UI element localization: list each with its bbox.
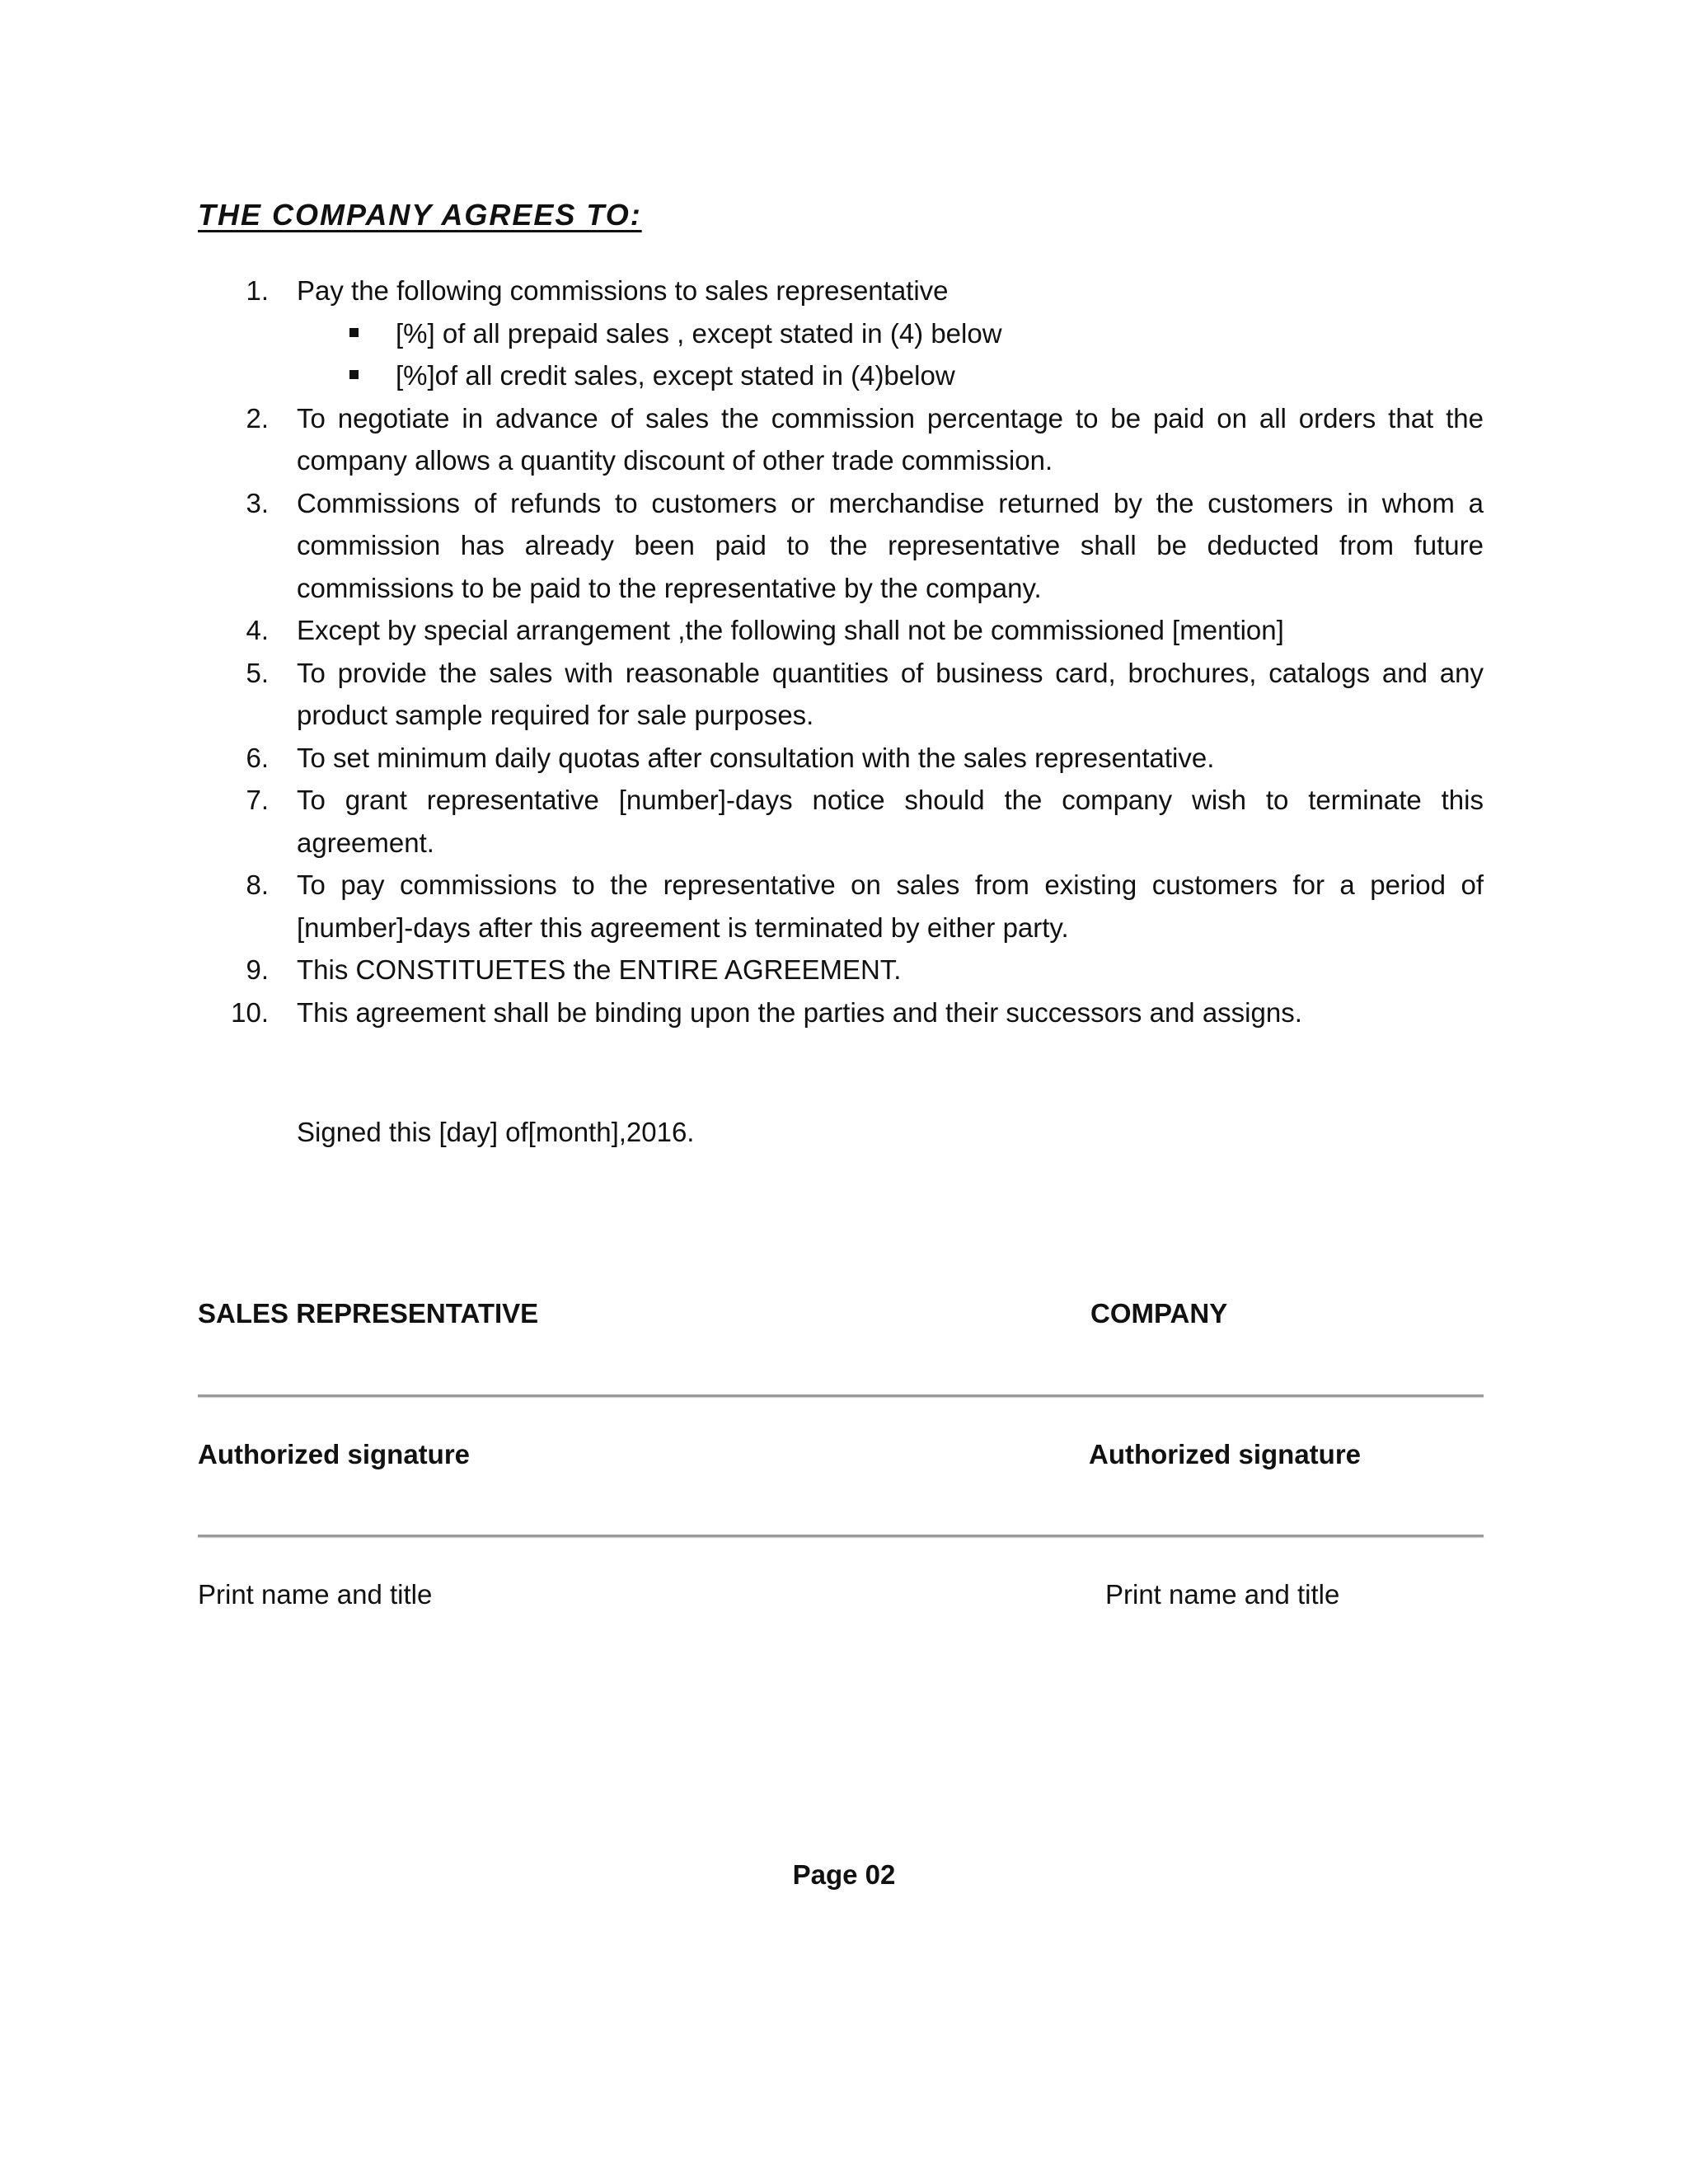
clause-item [198,397,1484,482]
sub-item-text: [%]of all credit sales, except stated in (4)below [396,360,955,391]
clause-number: 3. [246,487,269,518]
square-bullet-icon [349,370,359,379]
clause-item [198,482,1484,610]
print-name-label-right: Print name and title [1105,1579,1340,1610]
clause-number: 5. [246,657,269,688]
sub-item [297,354,1484,397]
clause-number: 10. [231,996,269,1028]
square-bullet-icon [349,328,359,337]
clause-item [198,269,1484,397]
clause-item [198,779,1484,864]
sub-item [297,312,1484,355]
clause-text: This CONSTITUETES the ENTIRE AGREEMENT. [297,954,902,985]
authorized-signature-label-left: Authorized signature [198,1439,471,1469]
clause-text: To provide the sales with reasonable quantities of business card, brochures, catalogs and any product sample required for sale purposes. [297,657,1484,730]
clause-text: Pay the following commissions to sales representative [297,275,949,306]
clause-item [198,991,1484,1034]
clause-number: 4. [246,615,269,645]
clause-list [198,269,1484,1033]
party-label-sales-representative: SALES REPRESENTATIVE [198,1298,539,1329]
clause-text: To pay commissions to the representative on sales from existing customers for a period of [number]-days after this agreement is terminated by either party. [297,869,1484,943]
signature-line [198,1394,1484,1397]
clause-number: 1. [246,275,269,306]
clause-item [198,737,1484,780]
clause-number: 8. [246,869,269,900]
clause-item [198,652,1484,737]
clause-text: To grant representative [number]-days notice should the company wish to terminate this agreement. [297,785,1484,858]
clause-text: Commissions of refunds to customers or merchandise returned by the customers in whom a commission has already been paid to the representative shall be deducted from future commissions to be paid to the representative by the company. [297,487,1484,603]
sub-item-text: [%] of all prepaid sales , except stated in (4) below [396,317,1002,349]
section-heading: THE COMPANY AGREES TO: [198,198,642,232]
clause-text: Except by special arrangement ,the following shall not be commissioned [mention] [297,615,1284,645]
clause-item [198,949,1484,991]
clause-text: This agreement shall be binding upon the parties and their successors and assigns. [297,996,1302,1028]
clause-number: 6. [246,742,269,773]
authorized-signature-label-right: Authorized signature [1089,1439,1362,1469]
clause-text: To negotiate in advance of sales the commission percentage to be paid on all orders that the company allows a quantity discount of other trade commission. [297,402,1484,476]
clause-text: To set minimum daily quotas after consultation with the sales representative. [297,742,1215,773]
clause-number: 2. [246,402,269,434]
clause-item [198,609,1484,652]
print-name-label-left: Print name and title [198,1579,433,1610]
print-name-line [198,1535,1484,1537]
commission-sublist [297,312,1484,397]
clause-number: 7. [246,785,269,815]
party-label-company: COMPANY [1090,1298,1228,1329]
signed-date-line: Signed this [day] of[month],2016. [297,1117,695,1147]
clause-item [198,864,1484,949]
page-number: Page 02 [792,1859,896,1890]
clause-number: 9. [246,954,269,985]
